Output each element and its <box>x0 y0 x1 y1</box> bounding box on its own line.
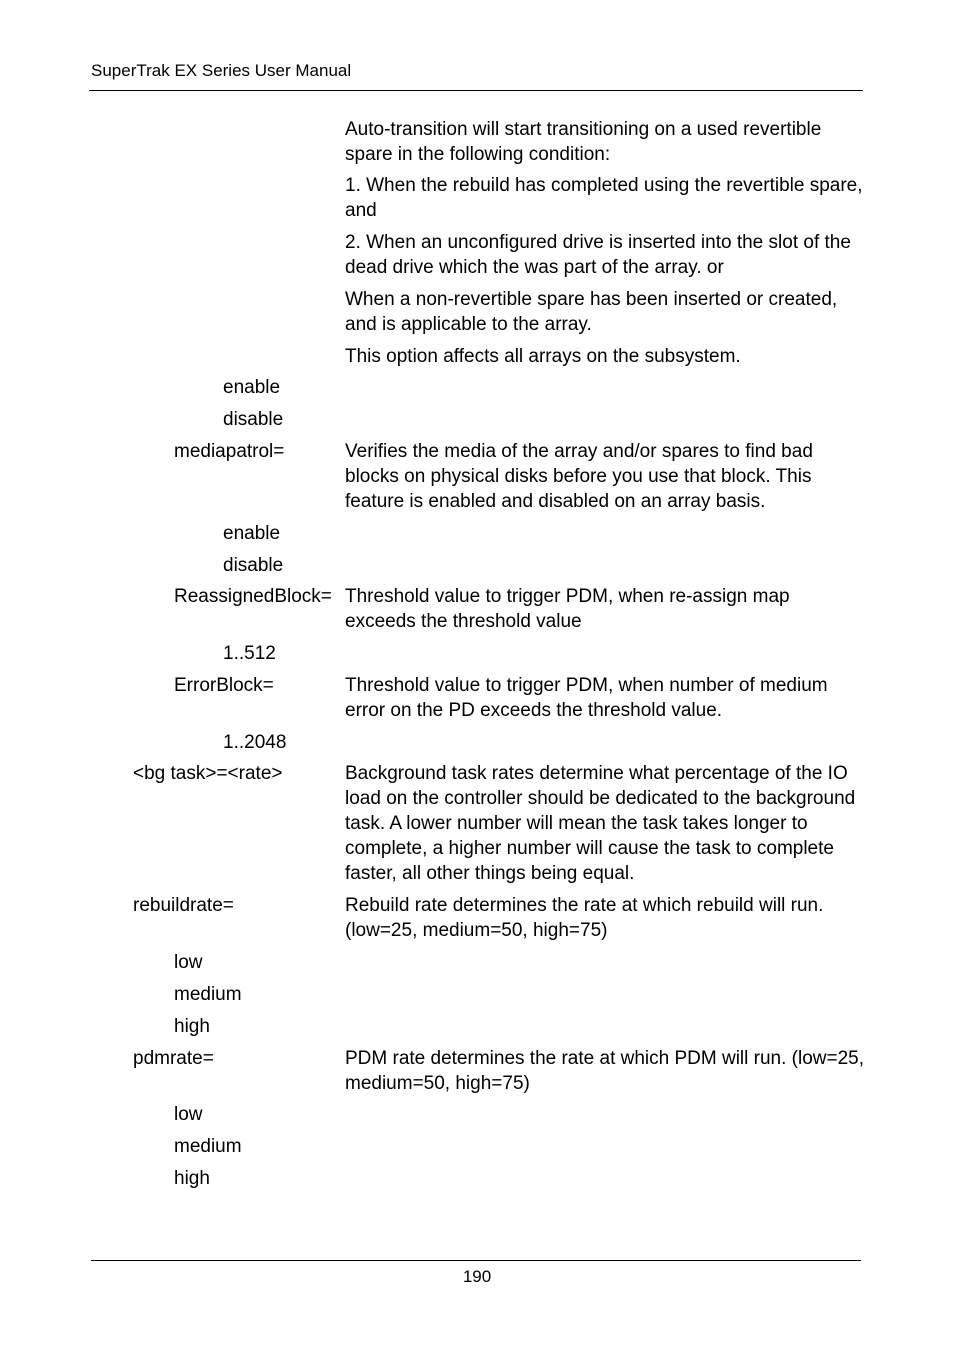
manual-title: SuperTrak EX Series User Manual <box>91 61 352 80</box>
rebuildrate-value-low: low <box>174 952 203 973</box>
autotransition-desc-1: Auto-transition will start transitioning on a used revertible spare in the following condition: <box>345 119 822 165</box>
footer-divider <box>91 1260 861 1261</box>
mediapatrol-desc: Verifies the media of the array and/or spares to find bad blocks on physical disks before you use that block. This feature is enabled and disabled on an array basis. <box>345 441 813 512</box>
page-number: 190 <box>462 1267 492 1286</box>
mediapatrol-value-disable: disable <box>223 555 284 576</box>
pdmrate-value-low: low <box>174 1104 203 1125</box>
bgtask-desc: Background task rates determine what percentage of the IO load on the controller should be dedicated to the background task. A lower number will mean the task takes longer to complete, a higher number will cause the task to complete faster, all other things being equal. <box>345 763 856 884</box>
errorblock-key: ErrorBlock= <box>174 675 274 696</box>
rebuildrate-value-medium: medium <box>174 984 242 1005</box>
autotransition-value-enable: enable <box>223 377 281 398</box>
reassignedblock-desc: Threshold value to trigger PDM, when re-assign map exceeds the threshold value <box>345 586 790 632</box>
mediapatrol-key: mediapatrol= <box>174 441 285 462</box>
rebuildrate-value-high: high <box>174 1016 210 1037</box>
errorblock-range: 1..2048 <box>223 732 287 753</box>
autotransition-desc-2: 1. When the rebuild has completed using the revertible spare, and <box>345 175 863 221</box>
rebuildrate-key: rebuildrate= <box>133 895 234 916</box>
pdmrate-value-high: high <box>174 1168 210 1189</box>
header-divider <box>89 90 863 91</box>
pdmrate-value-medium: medium <box>174 1136 242 1157</box>
pdmrate-key: pdmrate= <box>133 1048 214 1069</box>
rebuildrate-desc: Rebuild rate determines the rate at which rebuild will run. (low=25, medium=50, high=75) <box>345 895 824 941</box>
autotransition-desc-4: When a non-revertible spare has been inserted or created, and is applicable to the array. <box>345 289 838 335</box>
mediapatrol-value-enable: enable <box>223 523 281 544</box>
reassignedblock-key: ReassignedBlock= <box>174 586 332 607</box>
autotransition-desc-3: 2. When an unconfigured drive is inserted into the slot of the dead drive which the was part of the array. or <box>345 232 851 278</box>
errorblock-desc: Threshold value to trigger PDM, when number of medium error on the PD exceeds the threshold value. <box>345 675 828 721</box>
autotransition-desc-5: This option affects all arrays on the subsystem. <box>345 346 741 367</box>
pdmrate-desc: PDM rate determines the rate at which PDM will run. (low=25, medium=50, high=75) <box>345 1048 865 1094</box>
bgtask-key: <bg task>=<rate> <box>133 763 283 784</box>
reassignedblock-range: 1..512 <box>223 643 276 664</box>
autotransition-value-disable: disable <box>223 409 284 430</box>
